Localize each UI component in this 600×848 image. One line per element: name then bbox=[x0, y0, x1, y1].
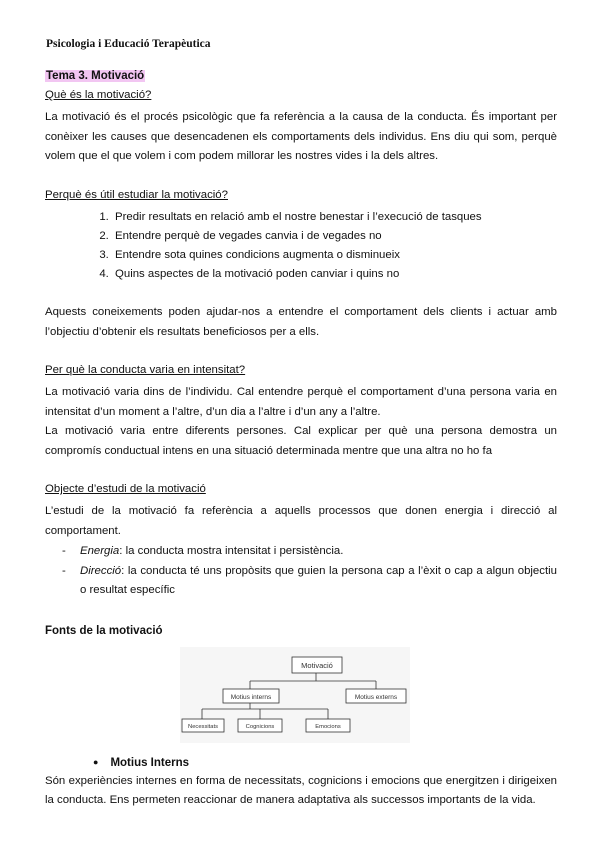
list-item: 4. Quins aspectes de la motivació poden canviar i quins no bbox=[112, 265, 557, 284]
node-emotions: Emocions bbox=[315, 723, 341, 730]
document-content bbox=[45, 70, 557, 811]
list-item bbox=[45, 562, 557, 601]
page-header: Psicologia i Educació Terapèutica bbox=[46, 38, 211, 50]
term-description: : la conducta té uns propòsits que guien la persona cap a l’èxit o cap a algun objectiu o resultat específic bbox=[80, 564, 557, 597]
term-direccio: Direcció bbox=[80, 564, 122, 577]
heading-object-of-study: Objecte d’estudi de la motivació bbox=[45, 483, 206, 496]
node-root: Motivació bbox=[301, 660, 333, 670]
heading-sources: Fonts de la motivació bbox=[45, 624, 163, 637]
term-energia: Energia bbox=[80, 545, 120, 558]
node-internal: Motius interns bbox=[230, 693, 272, 701]
paragraph-knowledge: Aquests coneixements poden ajudar-nos a entendre el comportament dels clients i actuar amb l’objectiu d’obtenir els resultats beneficiosos per a ells. bbox=[45, 306, 557, 338]
heading-intensity: Per què la conducta varia en intensitat? bbox=[45, 364, 246, 377]
paragraph-object-of-study: L’estudi de la motivació fa referència a aquells processos que donen energia i direcció al comportament. bbox=[45, 505, 557, 537]
object-of-study-list bbox=[45, 542, 557, 601]
heading-what-is-motivation: Què és la motivació? bbox=[45, 89, 152, 101]
bullet-icon: ● bbox=[93, 756, 99, 767]
node-external: Motius externs bbox=[354, 693, 398, 701]
heading-internal-motives bbox=[93, 753, 557, 772]
heading-why-study: Perquè és útil estudiar la motivació? bbox=[45, 188, 228, 201]
list-item: 3. Entendre sota quines condicions augmenta o disminueix bbox=[112, 246, 557, 265]
paragraph-internal-motives: Són experiències internes en forma de necessitats, cognicions i emocions que energitzen i dirigeixen la conducta. Ens permeten reaccionar de manera adaptativa als successos importants de la vida. bbox=[45, 774, 557, 807]
list-item: 1. Predir resultats en relació amb el nostre benestar i l’execució de tasques bbox=[112, 208, 557, 227]
dash-marker: - bbox=[62, 545, 66, 558]
paragraph-what-is-motivation: La motivació és el procés psicològic que fa referència a la causa de la conducta. És important per conèixer les causes que desencadenen els comportaments dels individus. Ens diu qui som, perquè volem que el que volem i com podem millorar les nostres vides i la dels altres. bbox=[45, 111, 557, 162]
topic-title: Tema 3. Motivació bbox=[46, 70, 145, 82]
list-item: 2. Entendre perquè de vegades canvia i de vegades no bbox=[112, 227, 557, 246]
motivation-sources-diagram bbox=[180, 647, 410, 743]
node-cognitions: Cognicions bbox=[245, 723, 275, 730]
paragraph-intensity-2: La motivació varia entre diferents persones. Cal explicar per què una persona demostra un compromís conductual intens en una situació determinada mentre que una altra no ho fa bbox=[45, 425, 557, 457]
heading-internal-motives-label: Motius Interns bbox=[110, 756, 190, 769]
dash-marker: - bbox=[62, 564, 66, 577]
list-item bbox=[45, 542, 557, 562]
term-description: : la conducta mostra intensitat i persistència. bbox=[119, 545, 344, 558]
why-study-list bbox=[45, 208, 557, 285]
paragraph-intensity-1: La motivació varia dins de l’individu. Cal entendre perquè el comportament d’una persona varia en intensitat d’un moment a l’altre, d’un dia a l’altre i d’un any a l’altre. bbox=[45, 386, 557, 418]
diagram-svg bbox=[180, 647, 410, 743]
node-needs: Necessitats bbox=[188, 723, 218, 730]
